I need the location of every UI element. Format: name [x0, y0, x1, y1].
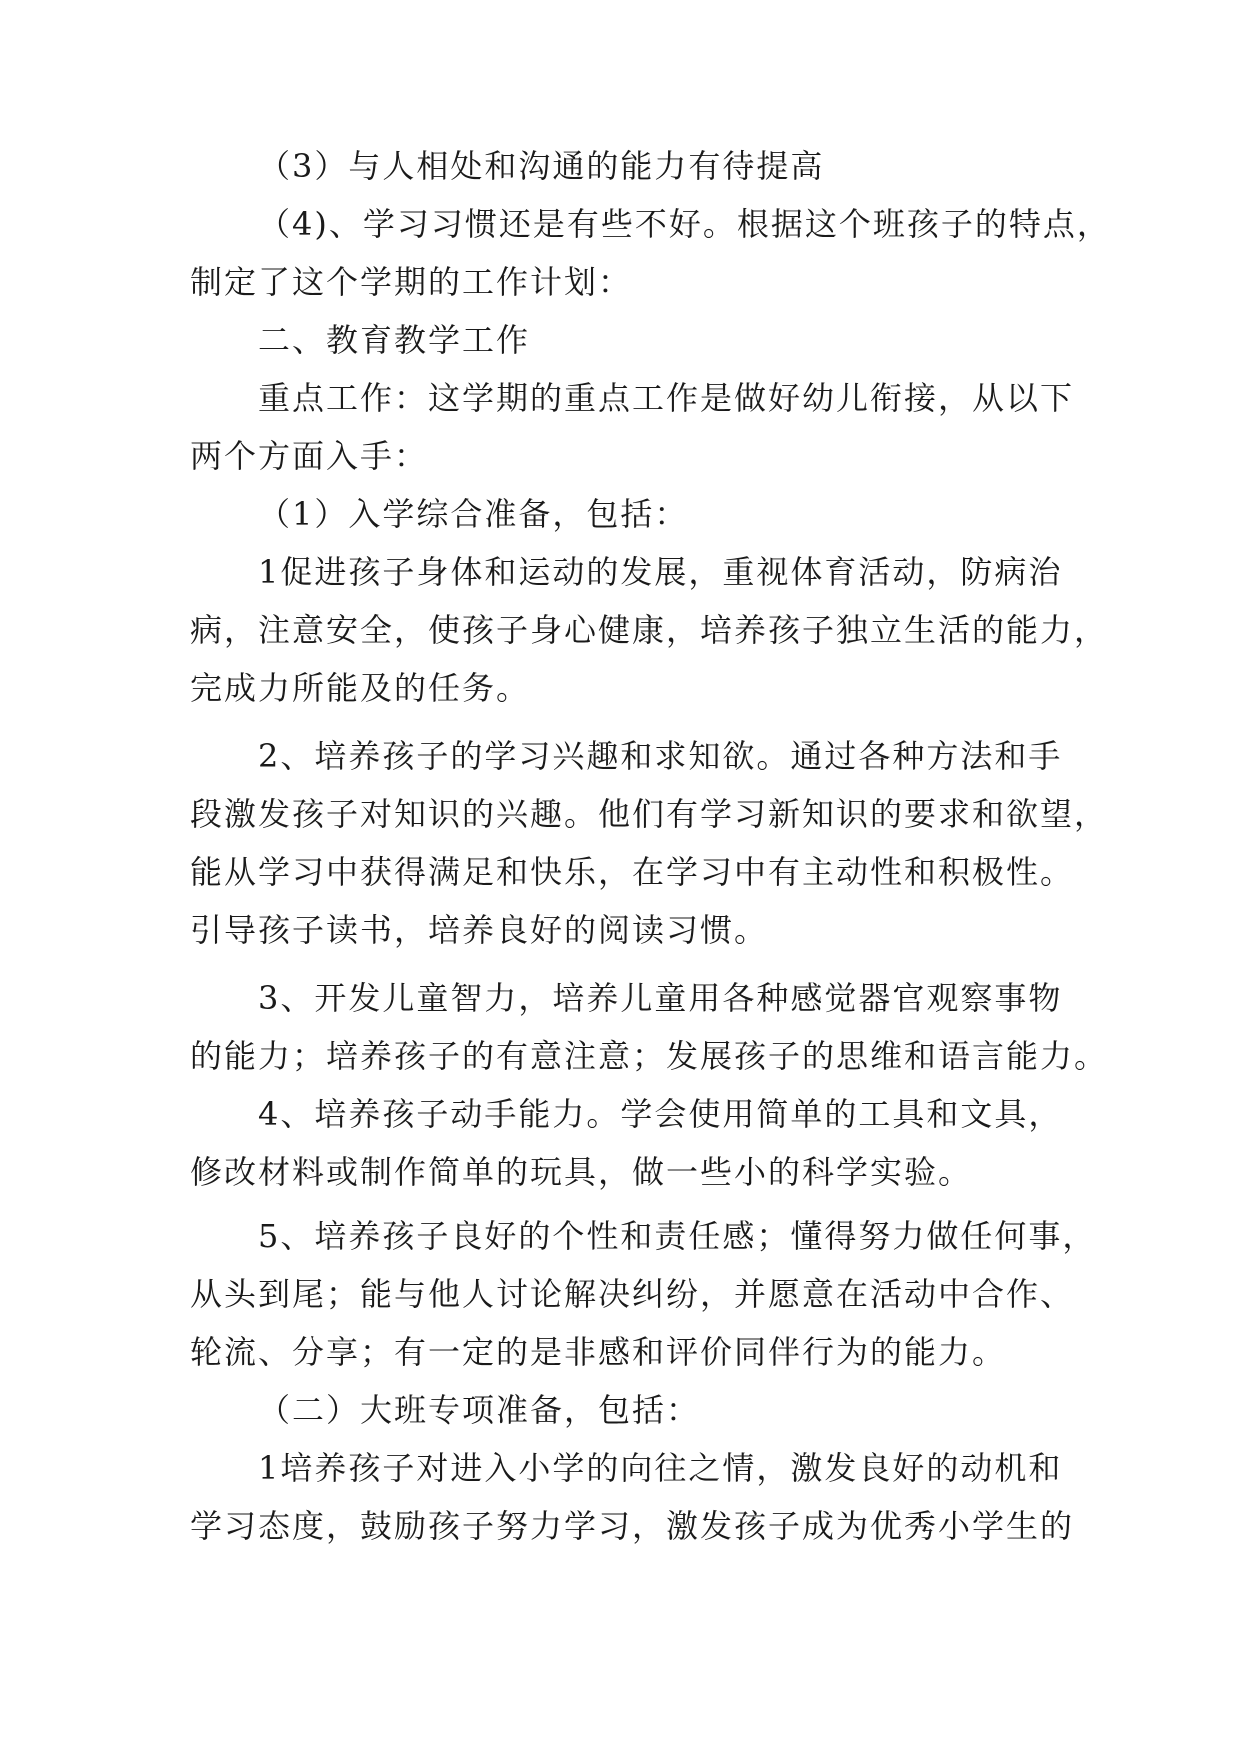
text-line: 4、培养孩子动手能力。学会使用简单的工具和文具， — [258, 1095, 1063, 1133]
text-line: 重点工作：这学期的重点工作是做好幼儿衔接，从以下 — [258, 379, 1075, 417]
text-line: 两个方面入手： — [190, 437, 429, 475]
text-line: 完成力所能及的任务。 — [190, 669, 531, 707]
text-line: 2、培养孩子的学习兴趣和求知欲。通过各种方法和手 — [258, 737, 1063, 775]
text-line: 病，注意安全，使孩子身心健康，培养孩子独立生活的能力， — [190, 611, 1109, 649]
text-line: 轮流、分享；有一定的是非感和评价同伴行为的能力。 — [190, 1333, 1007, 1371]
text-line: （3）与人相处和沟通的能力有待提高 — [258, 147, 825, 185]
text-line: 5、培养孩子良好的个性和责任感；懂得努力做任何事， — [258, 1217, 1097, 1255]
text-line: 从头到尾；能与他人讨论解决纠纷，并愿意在活动中合作、 — [190, 1275, 1075, 1313]
text-line: （4)、学习习惯还是有些不好。根据这个班孩子的特点， — [258, 205, 1111, 243]
text-line: 3、开发儿童智力，培养儿童用各种感觉器官观察事物 — [258, 979, 1063, 1017]
text-line: 的能力；培养孩子的有意注意；发展孩子的思维和语言能力。 — [190, 1037, 1109, 1075]
text-line: 1培养孩子对进入小学的向往之情，激发良好的动机和 — [258, 1449, 1063, 1487]
text-line: 1促进孩子身体和运动的发展，重视体育活动，防病治 — [258, 553, 1063, 591]
subsection-heading: （1）入学综合准备，包括： — [258, 495, 689, 533]
text-line: 引导孩子读书，培养良好的阅读习惯。 — [190, 911, 769, 949]
text-line: 学习态度，鼓励孩子努力学习，激发孩子成为优秀小学生的 — [190, 1507, 1075, 1545]
text-line: 能从学习中获得满足和快乐，在学习中有主动性和积极性。 — [190, 853, 1075, 891]
text-line: 段激发孩子对知识的兴趣。他们有学习新知识的要求和欲望， — [190, 795, 1109, 833]
section-heading: 二、教育教学工作 — [258, 321, 531, 359]
text-line: 修改材料或制作简单的玩具，做一些小的科学实验。 — [190, 1153, 973, 1191]
subsection-heading: （二）大班专项准备，包括： — [258, 1391, 701, 1429]
text-line: 制定了这个学期的工作计划： — [190, 263, 633, 301]
